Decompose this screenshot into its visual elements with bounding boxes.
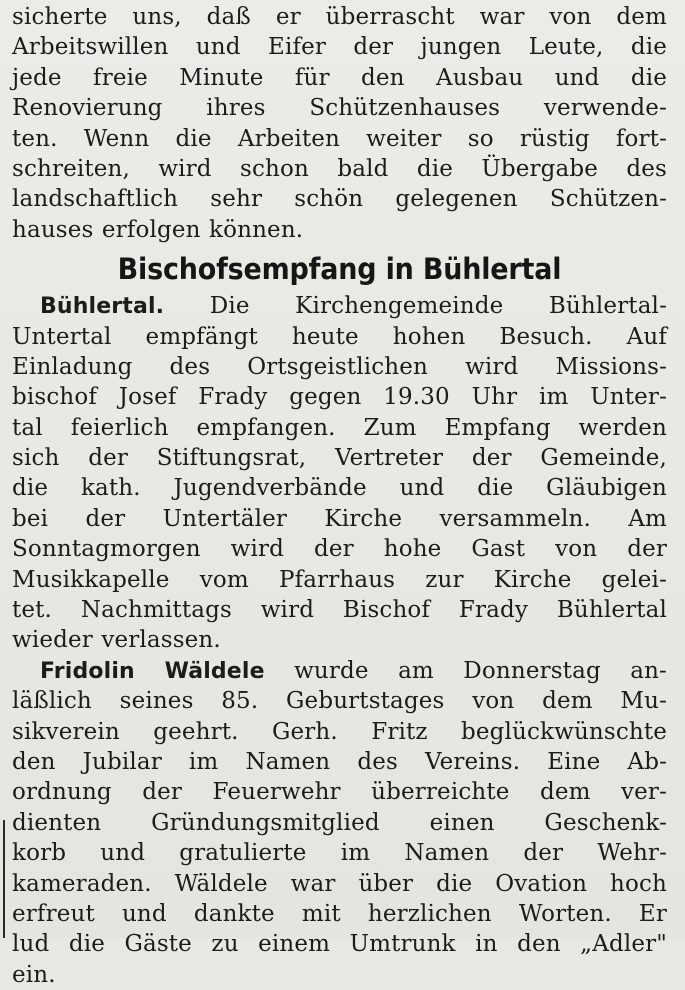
text-line: lud die Gäste zu einem Umtrunk in den „Adler" <box>12 931 667 958</box>
text-line: schreiten, wird schon bald die Übergabe des <box>12 155 667 182</box>
text-line: dienten Gründungsmitglied einen Geschenk- <box>12 809 667 836</box>
lead-name: Fridolin Wäldele <box>40 658 265 684</box>
text-line: landschaftlich sehr schön gelegenen Schützen- <box>12 186 667 213</box>
text-line: hauses erfolgen können. <box>12 216 304 243</box>
text-line: sicherte uns, daß er überrascht war von dem <box>12 4 667 30</box>
article-birthday <box>12 656 667 990</box>
text-line: jede freie Minute für den Ausbau und die <box>12 64 667 91</box>
text-span: Die Kirchengemeinde Bühlertal- <box>164 293 667 320</box>
text-line: erfreut und dankte mit herzlichen Worten. Er <box>12 900 667 927</box>
lead-dateline: Bühlertal. <box>40 294 165 320</box>
article-continuation <box>12 2 667 245</box>
text-line-first <box>12 656 667 686</box>
text-line: läßlich seines 85. Geburtstages von dem Mu- <box>12 688 667 715</box>
text-line: ten. Wenn die Arbeiten weiter so rüstig fort- <box>12 125 667 152</box>
headline: Bischofsempfang in Bühlertal <box>117 252 562 287</box>
text-line: sikverein geehrt. Gerh. Fritz beglückwünschte <box>12 718 667 745</box>
text-line: bei der Untertäler Kirche versammeln. Am <box>12 505 667 532</box>
text-line: Renovierung ihres Schützenhauses verwende- <box>12 95 667 122</box>
text-line: kameraden. Wäldele war über die Ovation hoch <box>12 870 667 897</box>
text-line: wieder verlassen. <box>12 627 221 654</box>
text-line: bischof Josef Frady gegen 19.30 Uhr im Unter- <box>12 384 667 411</box>
text-line: tal feierlich empfangen. Zum Empfang werden <box>12 414 667 441</box>
text-line: Musikkapelle vom Pfarrhaus zur Kirche gelei- <box>12 566 667 593</box>
text-line: Arbeitswillen und Eifer der jungen Leute, die <box>12 34 667 61</box>
text-line: Einladung des Ortsgeistlichen wird Missions- <box>12 353 667 380</box>
text-line: tet. Nachmittags wird Bischof Frady Bühlertal <box>12 597 667 624</box>
text-span: wurde am Donnerstag an- <box>264 657 667 684</box>
column-rule <box>3 820 5 938</box>
text-line: sich der Stiftungsrat, Vertreter der Gemeinde, <box>12 445 667 472</box>
text-line: den Jubilar im Namen des Vereins. Eine Ab- <box>12 748 667 775</box>
text-line: ein. <box>12 961 56 988</box>
text-line: korb und gratulierte im Namen der Wehr- <box>12 840 667 867</box>
text-line: Sonntagmorgen wird der hohe Gast von der <box>12 536 667 563</box>
text-line-first <box>12 291 667 321</box>
text-line: die kath. Jugendverbände und die Gläubigen <box>12 475 667 502</box>
text-line: ordnung der Feuerwehr überreichte dem ver- <box>12 779 667 806</box>
text-line: Untertal empfängt heute hohen Besuch. Auf <box>12 323 667 350</box>
article-bishop <box>12 291 667 656</box>
